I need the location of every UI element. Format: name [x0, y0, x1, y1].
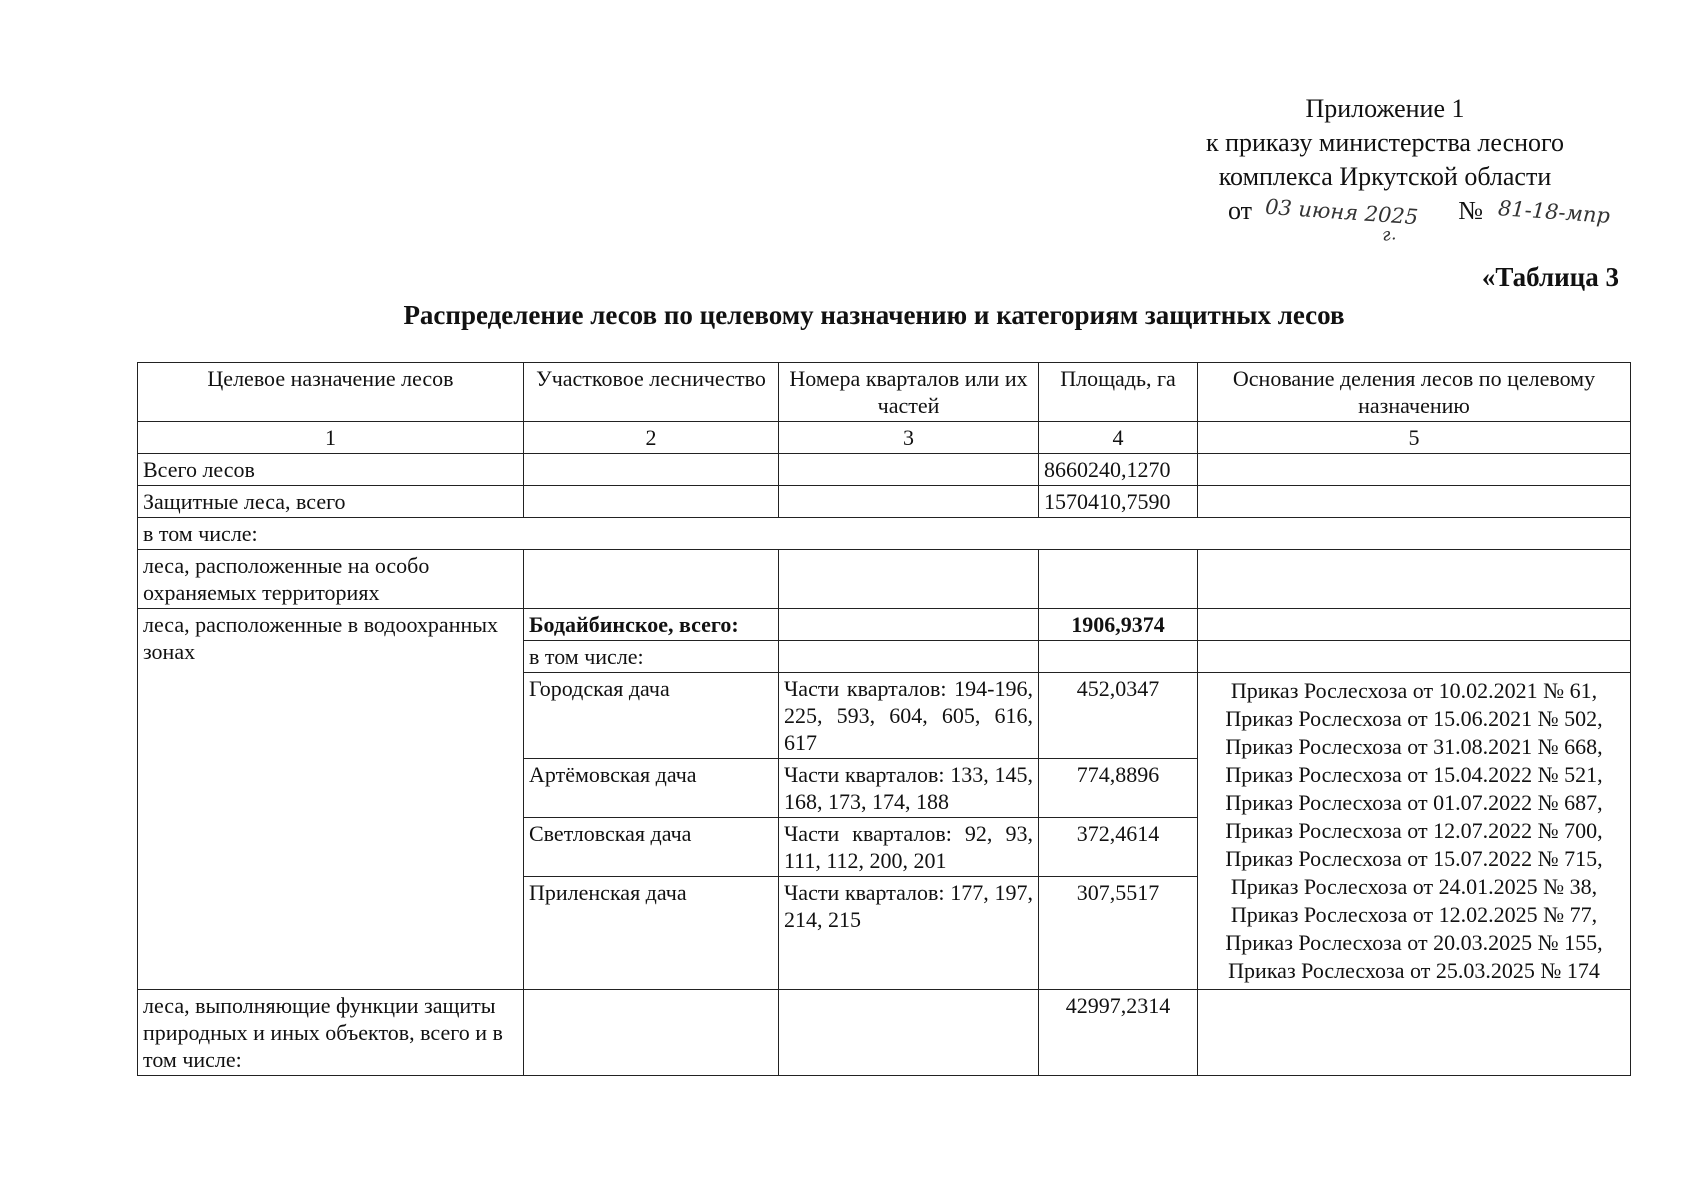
document-title: Распределение лесов по целевому назначению и категориям защитных лесов: [403, 300, 1345, 330]
empty-cell: [1198, 486, 1631, 518]
area-cell: 8660240,1270: [1039, 454, 1198, 486]
empty-cell: [779, 609, 1039, 641]
basis-order: Приказ Рослесхоза от 10.02.2021 № 61,: [1230, 678, 1598, 703]
from-label: от: [1228, 196, 1253, 225]
empty-cell: [1039, 550, 1198, 609]
table-row: [138, 454, 1631, 486]
area-cell: 452,0347: [1039, 673, 1198, 759]
appendix-line-ministry: комплекса Иркутской области: [1218, 162, 1552, 191]
basis-order: Приказ Рослесхоза от 12.07.2022 № 700,: [1225, 818, 1603, 843]
quarters-cell: Части кварталов: 177, 197, 214, 215: [779, 877, 1039, 990]
number-sign: №: [1458, 196, 1484, 225]
quarters-cell: Части кварталов: 133, 145, 168, 173, 174, 188: [779, 759, 1039, 818]
purpose-cell: леса, выполняющие функции защиты природных и иных объектов, всего и в том числе:: [138, 990, 524, 1076]
header-purpose: Целевое назначение лесов: [138, 363, 524, 422]
area-cell: 1570410,7590: [1039, 486, 1198, 518]
header-quarters: Номера кварталов или их частей: [779, 363, 1039, 422]
appendix-header: [1150, 92, 1620, 246]
empty-cell: [1198, 609, 1631, 641]
empty-cell: [779, 990, 1039, 1076]
subdivision-name-cell: Артёмовская дача: [524, 759, 779, 818]
forest-distribution-table: [137, 362, 1631, 1076]
subdivision-name-cell: Городская дача: [524, 673, 779, 759]
quarters-cell: Части кварталов: 194-196, 225, 593, 604, 605, 616, 617: [779, 673, 1039, 759]
basis-cell: [1198, 673, 1631, 990]
column-number: 2: [524, 422, 779, 454]
quarters-cell: Части кварталов: 92, 93, 111, 112, 200, 201: [779, 818, 1039, 877]
subdivision-name-cell: Приленская дача: [524, 877, 779, 990]
header-basis: Основание деления лесов по целевому назначению: [1198, 363, 1631, 422]
purpose-cell: леса, расположенные на особо охраняемых территориях: [138, 550, 524, 609]
header-area: Площадь, га: [1039, 363, 1198, 422]
column-number: 4: [1039, 422, 1198, 454]
area-cell: 372,4614: [1039, 818, 1198, 877]
including-cell: в том числе:: [524, 641, 779, 673]
empty-cell: [779, 486, 1039, 518]
table-row: [138, 990, 1631, 1076]
district-total-cell: Бодайбинское, всего:: [524, 609, 779, 641]
handwritten-date: 03 июня 2025: [1263, 194, 1419, 230]
subdivision-name-cell: Светловская дача: [524, 818, 779, 877]
empty-cell: [779, 454, 1039, 486]
area-cell: 1906,9374: [1039, 609, 1198, 641]
table-header-row: [138, 363, 1631, 422]
table-row: [138, 486, 1631, 518]
empty-cell: [1039, 641, 1198, 673]
table-row: [138, 609, 1631, 641]
empty-cell: [1198, 550, 1631, 609]
basis-order: Приказ Рослесхоза от 15.07.2022 № 715,: [1225, 846, 1603, 871]
empty-cell: [779, 550, 1039, 609]
purpose-cell: леса, расположенные в водоохранных зонах: [138, 609, 524, 990]
appendix-line-order: к приказу министерства лесного: [1205, 128, 1565, 157]
empty-cell: [524, 454, 779, 486]
including-cell: в том числе:: [138, 518, 1631, 550]
column-number: 1: [138, 422, 524, 454]
purpose-cell: Защитные леса, всего: [138, 486, 524, 518]
empty-cell: [1198, 454, 1631, 486]
column-number-row: [138, 422, 1631, 454]
table-label: «Таблица 3: [1481, 262, 1619, 292]
area-cell: 42997,2314: [1039, 990, 1198, 1076]
basis-order: Приказ Рослесхоза от 24.01.2025 № 38,: [1230, 874, 1598, 899]
order-date-number-line: [1150, 194, 1620, 246]
empty-cell: [524, 550, 779, 609]
empty-cell: [1198, 990, 1631, 1076]
handwritten-order-number: 81-18-мпр: [1496, 196, 1611, 228]
basis-order: Приказ Рослесхоза от 15.06.2021 № 502,: [1225, 706, 1603, 731]
basis-order: Приказ Рослесхоза от 15.04.2022 № 521,: [1225, 762, 1603, 787]
basis-order: Приказ Рослесхоза от 20.03.2025 № 155,: [1225, 930, 1603, 955]
basis-order: Приказ Рослесхоза от 31.08.2021 № 668,: [1225, 734, 1603, 759]
column-number: 5: [1198, 422, 1631, 454]
empty-cell: [1198, 641, 1631, 673]
basis-order: Приказ Рослесхоза от 12.02.2025 № 77,: [1230, 902, 1598, 927]
empty-cell: [524, 486, 779, 518]
table-row: [138, 518, 1631, 550]
empty-cell: [779, 641, 1039, 673]
purpose-cell: Всего лесов: [138, 454, 524, 486]
area-cell: 307,5517: [1039, 877, 1198, 990]
basis-order: Приказ Рослесхоза от 01.07.2022 № 687,: [1225, 790, 1603, 815]
handwritten-year-suffix: г.: [1380, 224, 1398, 246]
area-cell: 774,8896: [1039, 759, 1198, 818]
appendix-title: Приложение 1: [1305, 94, 1465, 123]
basis-order: Приказ Рослесхоза от 25.03.2025 № 174: [1228, 958, 1600, 983]
header-district: Участковое лесничество: [524, 363, 779, 422]
column-number: 3: [779, 422, 1039, 454]
empty-cell: [524, 990, 779, 1076]
table-row: [138, 550, 1631, 609]
